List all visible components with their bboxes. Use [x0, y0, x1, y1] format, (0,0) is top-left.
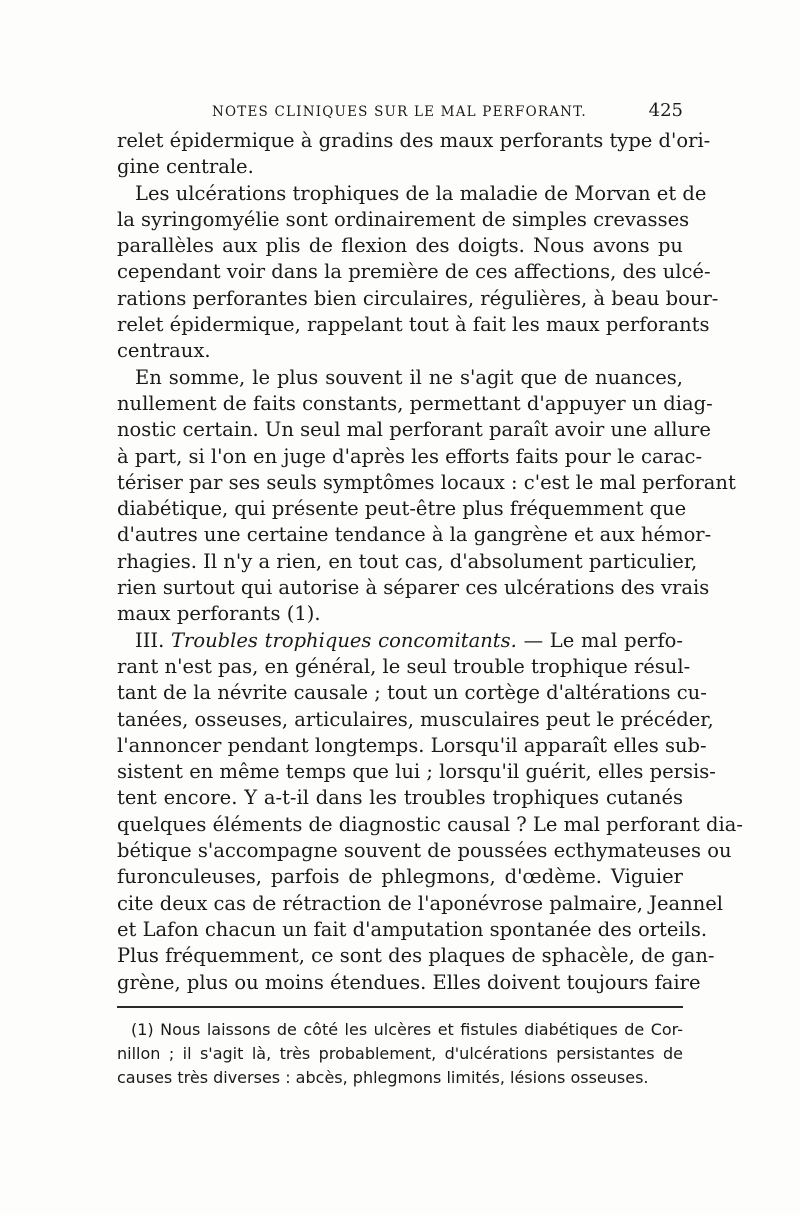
- text-line: tent encore. Y a-t-il dans les troubles trophiques cutanés: [117, 786, 683, 810]
- page-number: 425: [648, 100, 683, 121]
- text-line: rations perforantes bien circulaires, régulières, à beau bour-: [117, 286, 719, 310]
- text-line: relet épidermique, rappelant tout à fait les maux perforants: [117, 313, 710, 337]
- text-line: rien surtout qui autorise à séparer ces ulcérations des vrais: [117, 576, 710, 600]
- text-line: la syringomyélie sont ordinairement de simples crevasses: [117, 207, 690, 231]
- text-line: tériser par ses seuls symptômes locaux : c'est le mal perforant: [117, 470, 736, 494]
- text-line: parallèles aux plis de flexion des doigts. Nous avons pu: [117, 234, 683, 258]
- text-line: cependant voir dans la première de ces affections, des ulcé-: [117, 260, 711, 284]
- text-line: En somme, le plus souvent il ne s'agit que de nuances,: [135, 365, 683, 389]
- footnote-line: nillon ; il s'agit là, très probablement, d'ulcérations persistantes de: [117, 1043, 683, 1063]
- section-title: Troubles trophiques concomitants.: [171, 628, 517, 652]
- text-line: Plus fréquemment, ce sont des plaques de sphacèle, de gan-: [117, 944, 715, 968]
- text-line: centraux.: [117, 339, 211, 363]
- footnote: [117, 1018, 683, 1090]
- section-numeral: III.: [135, 628, 165, 652]
- text-line: Les ulcérations trophiques de la maladie de Morvan et de: [135, 181, 707, 205]
- footnote-line: (1) Nous laissons de côté les ulcères et fistules diabétiques de Cor-: [131, 1019, 683, 1039]
- text-line: d'autres une certaine tendance à la gangrène et aux hémor-: [117, 523, 712, 547]
- text-line: bétique s'accompagne souvent de poussées ecthymateuses ou: [117, 839, 732, 863]
- text-line: l'annoncer pendant longtemps. Lorsqu'il apparaît elles sub-: [117, 733, 707, 757]
- text-line: à part, si l'on en juge d'après les efforts faits pour le carac-: [117, 444, 703, 468]
- text-line-tail: — Le mal perfo-: [523, 628, 683, 652]
- text-line: cite deux cas de rétraction de l'aponévrose palmaire, Jeannel: [117, 891, 724, 915]
- running-head-title: NOTES CLINIQUES SUR LE MAL PERFORANT.: [212, 104, 587, 120]
- footnote-line: causes très diverses : abcès, phlegmons limités, lésions osseuses.: [117, 1067, 649, 1087]
- text-line: nostic certain. Un seul mal perforant paraît avoir une allure: [117, 418, 711, 442]
- text-line: rhagies. Il n'y a rien, en tout cas, d'absolument particulier,: [117, 549, 698, 573]
- text-line: tant de la névrite causale ; tout un cortège d'altérations cu-: [117, 681, 707, 705]
- text-line: quelques éléments de diagnostic causal ? Le mal perforant dia-: [117, 812, 743, 836]
- section-heading-line: [117, 628, 683, 654]
- text-line: gine centrale.: [117, 155, 254, 179]
- text-line: nullement de faits constants, permettant d'appuyer un diag-: [117, 391, 713, 415]
- text-line: furonculeuses, parfois de phlegmons, d'œdème. Viguier: [117, 865, 683, 889]
- book-page: [117, 100, 743, 1090]
- body-text: [117, 128, 743, 996]
- text-line: grène, plus ou moins étendues. Elles doivent toujours faire: [117, 970, 701, 994]
- text-line: maux perforants (1).: [117, 602, 321, 626]
- text-line: et Lafon chacun un fait d'amputation spontanée des orteils.: [117, 917, 708, 941]
- text-line: diabétique, qui présente peut-être plus fréquemment que: [117, 497, 687, 521]
- text-line: rant n'est pas, en général, le seul trouble trophique résul-: [117, 654, 691, 678]
- running-head: [117, 100, 683, 122]
- text-line: tanées, osseuses, articulaires, musculaires peut le précéder,: [117, 707, 714, 731]
- text-line: relet épidermique à gradins des maux perforants type d'ori-: [117, 129, 711, 152]
- footnote-rule: [117, 1006, 683, 1008]
- text-line: sistent en même temps que lui ; lorsqu'il guérit, elles persis-: [117, 760, 716, 784]
